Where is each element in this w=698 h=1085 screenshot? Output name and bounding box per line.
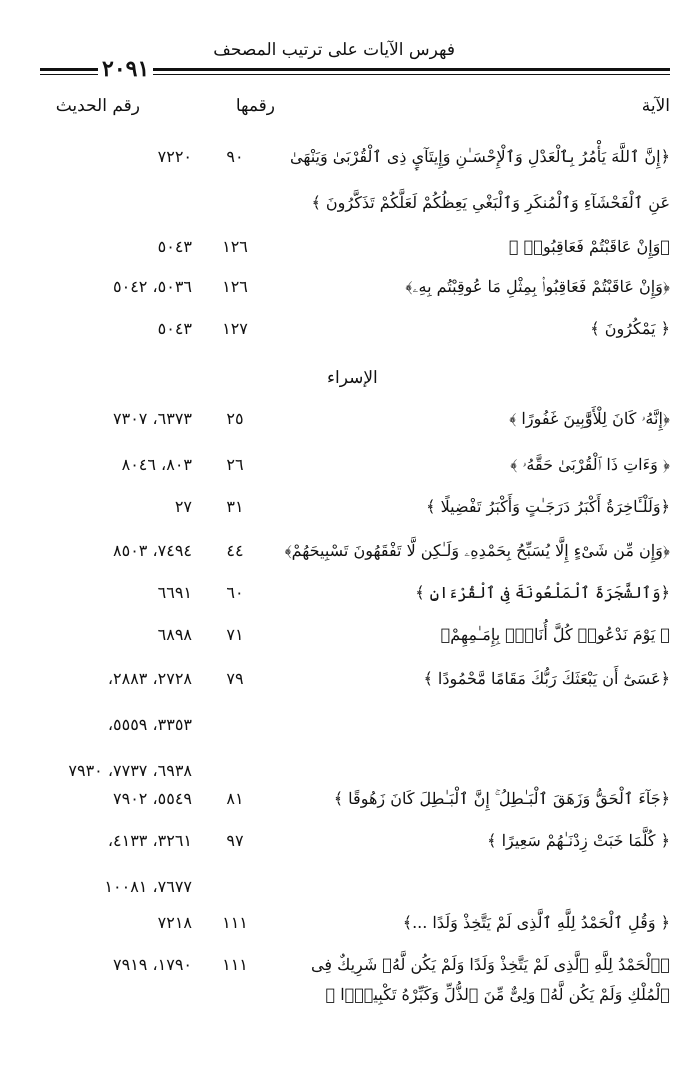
aya-text: ﴿ٱلْحَمْدُ لِلَّهِ ٱلَّذِى لَمْ يَتَّخِذْ وَلَدًا وَلَمْ يَكُن لَّهُۥ شَرِيكٌ فِى ٱلْمُلْكِ وَلَمْ يَكُن لَّهُۥ وَلِىٌّ مِّنَ ٱلذُّلِّ وَكَبِّرْهُ تَكْبِيرًۢا ﴾ [311,955,670,1004]
column-header-number: رقمها [235,96,275,116]
aya-number: ٧١ [226,625,244,644]
aya-number: ١٢٧ [222,319,248,338]
aya-text: ﴿ وَقُلِ ٱلْحَمْدُ لِلَّهِ ٱلَّذِى لَمْ يَتَّخِذْ وَلَدًا ...﴾ [402,913,670,932]
column-header-aya: الآية [641,96,670,116]
aya-number: ٩٧ [226,831,244,850]
hadith-numbers: ٥٠٤٣ [157,237,192,256]
hadith-numbers: ٦٣٧٣، ٧٣٠٧ [113,409,192,428]
page-title: فهرس الآيات على ترتيب المصحف [213,40,455,60]
hadith-numbers: ٦٦٩١ [157,583,192,602]
aya-number: ١٢٦ [222,237,248,256]
aya-text: ﴿ يَمْكُرُونَ ﴾ [590,319,670,338]
hadith-numbers: ٣٢٦١، ٤١٣٣، ٧٦٧٧، ١٠٠٨١ [104,831,192,896]
aya-number: ١٢٦ [222,277,248,296]
hadith-numbers: ٥٠٤٣ [157,319,192,338]
hadith-numbers: ٢٧ [174,497,192,516]
aya-text: ﴿وَإِنْ عَاقَبْتُمْ فَعَاقِبُوا۟ ﴾ [509,237,670,256]
aya-text: ﴿عَسَىٰٓ أَن يَبْعَثَكَ رَبُّكَ مَقَامًا مَّحْمُودًا ﴾ [423,669,670,688]
hadith-numbers: ٥٥٤٩، ٧٩٠٢ [113,789,192,808]
hadith-numbers: ٦٨٩٨ [157,625,192,644]
aya-text: ﴿وَإِن مِّن شَىْءٍ إِلَّا يُسَبِّحُ بِحَمْدِهِۦ وَلَـٰكِن لَّا تَفْقَهُونَ تَسْبِيحَهُمْ﴾ [284,541,670,560]
hadith-numbers: ٧٤٩٤، ٨٥٠٣ [113,541,192,560]
column-header-hadith: رقم الحديث [55,96,140,116]
aya-number: ٢٦ [226,455,244,474]
hadith-numbers: ٧٢٢٠ [157,147,192,166]
aya-number: ٦٠ [226,583,244,602]
aya-number: ٩٠ [226,147,244,166]
page-number: ٢٠٩١ [98,56,153,82]
aya-text: ﴿وَإِنْ عَاقَبْتُمْ فَعَاقِبُوا۟ بِمِثْلِ مَا عُوقِبْتُم بِهِۦ﴾ [405,277,670,296]
hadith-numbers: ٢٧٢٨، ٢٨٨٣، ٣٣٥٣، ٥٥٥٩، ٦٩٣٨، ٧٧٣٧، ٧٩٣٠ [68,669,192,780]
aya-text: ﴿وَٱلشَّجَرَةَ ٱلْمَلْعُونَةَ فِى ٱلْقُرْءَانِ ﴾ [415,583,670,602]
aya-number: ١١١ [222,955,248,974]
aya-text: ﴿وَلَلْـَٔاخِرَةُ أَكْبَرُ دَرَجَـٰتٍ وَأَكْبَرُ تَفْضِيلًا ﴾ [426,497,670,516]
aya-number: ٧٩ [226,669,244,688]
hadith-numbers: ١٧٩٠، ٧٩١٩ [113,955,192,974]
aya-text: ﴿جَآءَ ٱلْحَقُّ وَزَهَقَ ٱلْبَـٰطِلُ ۚ إِنَّ ٱلْبَـٰطِلَ كَانَ زَهُوقًا ﴾ [333,789,670,808]
aya-text: ﴿ وَءَاتِ ذَا ٱلْقُرْبَىٰ حَقَّهُۥ ﴾ [510,455,670,474]
aya-number: ٣١ [226,497,244,516]
aya-text: ﴿ كُلَّمَا خَبَتْ زِدْنَـٰهُمْ سَعِيرًا ﴾ [487,831,670,850]
aya-text: ﴿ يَوْمَ نَدْعُوا۟ كُلَّ أُنَاسٍۭ بِإِمَـٰمِهِمْ﴾ [440,625,670,644]
aya-number: ٨١ [226,789,244,808]
hadith-numbers: ٥٠٣٦، ٥٠٤٢ [113,277,192,296]
page-header [40,34,670,84]
hadith-numbers: ٧٢١٨ [157,913,192,932]
surah-name: الإسراء [327,368,378,388]
aya-number: ٤٤ [226,541,244,560]
aya-number: ١١١ [222,913,248,932]
aya-number: ٢٥ [226,409,244,428]
aya-text: ﴿إِنَّهُۥ كَانَ لِلْأَوَّٰبِينَ غَفُورًا ﴾ [509,409,670,428]
aya-text: ﴿إِنَّ ٱللَّهَ يَأْمُرُ بِٱلْعَدْلِ وَٱلْإِحْسَـٰنِ وَإِيتَآيِٕ ذِى ٱلْقُرْبَىٰ وَيَنْهَىٰ عَنِ ٱلْفَحْشَآءِ وَٱلْمُنكَرِ وَٱلْبَغْىِ يَعِظُكُمْ لَعَلَّكُمْ تَذَكَّرُونَ ﴾ [290,147,670,212]
hadith-numbers: ٨٠٣، ٨٠٤٦ [121,455,192,474]
column-headers [30,96,670,126]
